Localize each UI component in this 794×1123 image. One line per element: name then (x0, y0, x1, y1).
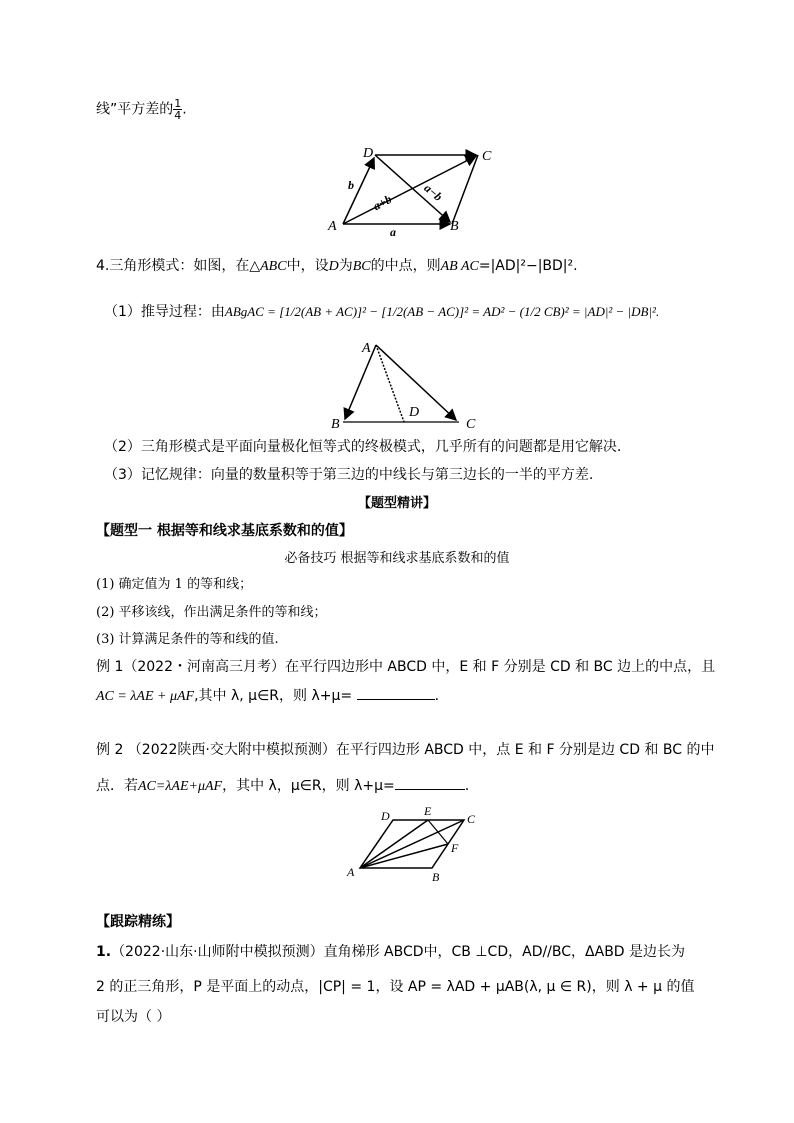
fraction-one-quarter: $\frac{1}{4}$ (174, 97, 182, 122)
question1-line1: 1.（2022·山东·山师附中模拟预测）直角梯形 ABCD中，CB ⊥CD，AD//BC，ΔABD 是边长为 (96, 944, 686, 960)
label-a: A (328, 219, 337, 234)
example2-line2: 点．若AC=λAE+μAF，其中 λ，μ∈R，则 λ+μ= . (96, 778, 470, 794)
label-c: C (466, 417, 476, 432)
step-3: (3) 计算满足条件的等和线的值. (96, 632, 279, 647)
label-b: B (432, 870, 440, 884)
practice-header: 【跟踪精练】 (96, 914, 180, 930)
paragraph-2: （2）三角形模式是平面向量极化恒等式的终极模式，几乎所有的问题都是用它解决. (104, 439, 622, 455)
intro-prefix: 线”平方差的 (96, 101, 174, 118)
label-c: C (482, 149, 492, 164)
section-header: 【题型精讲】 (357, 496, 436, 511)
label-d: D (363, 146, 374, 161)
step-1: (1) 确定值为 1 的等和线； (96, 577, 253, 592)
question1-line2: 2 的正三角形，P 是平面上的动点，|CP| = 1，设 AP = λAD + μAB(λ, μ ∈ R)，则 λ + μ 的值 (96, 979, 695, 995)
label-d: D (409, 405, 420, 420)
skill-title: 必备技巧 根据等和线求基底系数和的值 (284, 551, 510, 566)
example1-line2: AC = λAE + μAF,其中 λ, μ∈R，则 λ+μ= . (96, 688, 440, 704)
label-edge-a: a (390, 225, 396, 239)
label-f: F (451, 841, 459, 855)
label-b: B (331, 417, 340, 432)
paragraph-3: （3）记忆规律：向量的数量积等于第三边的中线长与第三边长的一半的平方差. (104, 467, 594, 483)
label-edge-b: b (348, 178, 354, 192)
question1-line3: 可以为（ ） (96, 1009, 171, 1025)
label-e: E (424, 804, 432, 818)
example1-line1: 例 1（2022・河南高三月考）在平行四边形中 ABCD 中，E 和 F 分别是 CD 和 BC 边上的中点，且 (96, 659, 716, 675)
step-2: (2) 平移该线，作出满足条件的等和线； (96, 605, 327, 620)
segment-ef (428, 820, 448, 844)
label-diag-diff: a−b (421, 180, 446, 204)
label-b: B (450, 219, 459, 234)
label-d: D (381, 809, 390, 823)
label-diag-sum: a+b (370, 191, 394, 214)
segment-ae (360, 820, 428, 868)
derivation-line: （1）推导过程：由ABgAC = [1/2(AB + AC)]² − [1/2(AB − AC)]² = AD² − (1/2 CB)² = |AD|² − |DB|². (104, 304, 660, 320)
label-c: C (467, 812, 476, 826)
label-a: A (347, 865, 355, 879)
label-a: A (362, 341, 371, 356)
section4-title: 4.三角形模式：如图，在△ABC中，设D为BC的中点，则AB AC=|AD|²−|BD|². (96, 258, 578, 274)
example2-line1: 例 2 （2022陕西·交大附中模拟预测）在平行四边形 ABCD 中，点 E 和 F 分别是边 CD 和 BC 的中 (96, 742, 715, 758)
type1-title: 【题型一 根据等和线求基底系数和的值】 (96, 523, 353, 539)
intro-line: 线”平方差的 $\frac{1}{4}$ . (96, 97, 187, 122)
